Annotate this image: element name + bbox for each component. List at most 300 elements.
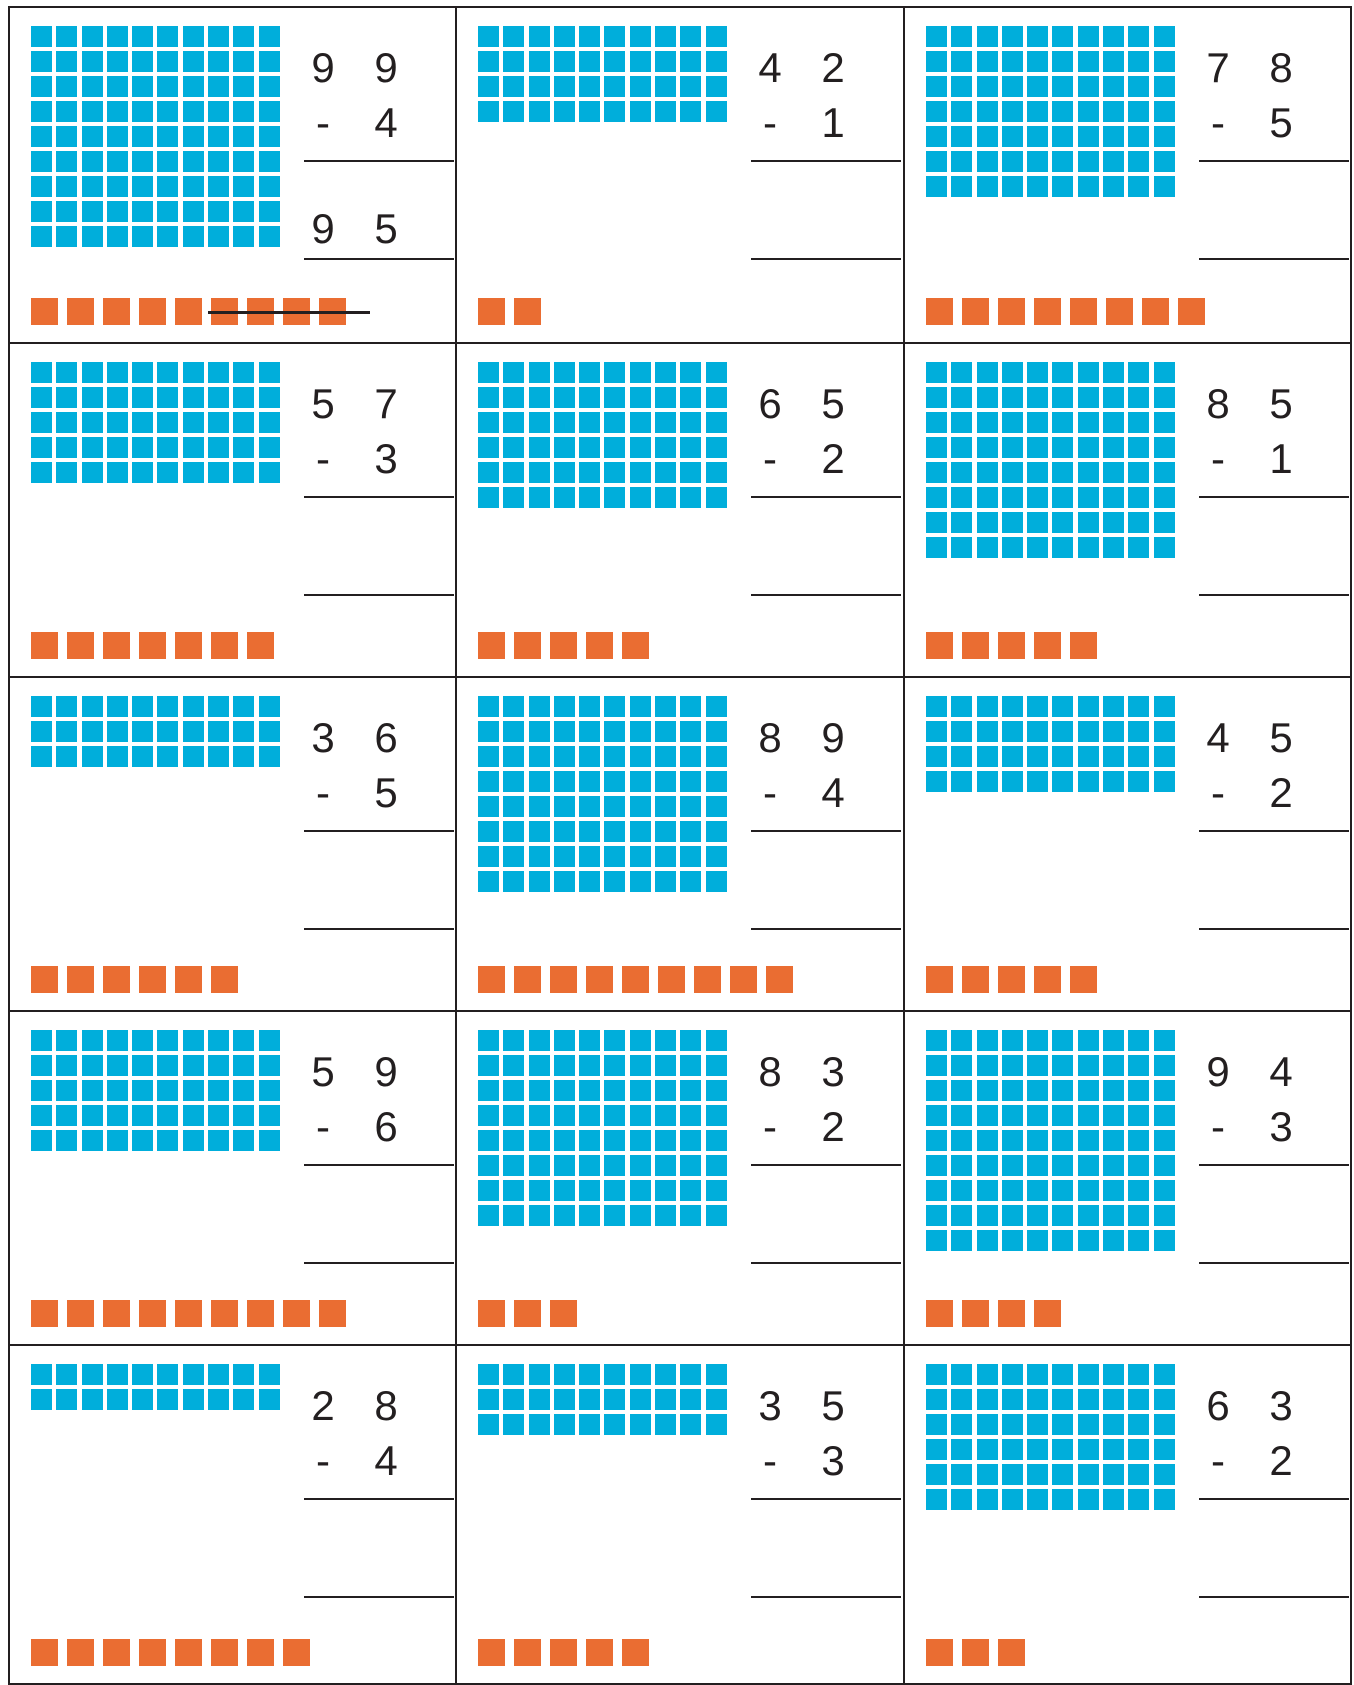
minus-sign: - [316,1437,330,1484]
tens-unit-square [1002,512,1023,533]
tens-unit-square [706,26,727,47]
tens-unit-square [107,362,128,383]
tens-unit-square [259,226,280,247]
tens-unit-square [259,1389,280,1410]
tens-unit-square [1103,1364,1124,1385]
tens-unit-square [1078,387,1099,408]
tens-unit-square [31,1105,52,1126]
tens-unit-square [233,151,254,172]
minuend-tens-digit: 4 [1206,714,1230,761]
minus-sign: - [1211,1437,1225,1484]
problem-cell [455,6,905,344]
tens-unit-square [233,437,254,458]
tens-unit-square [503,1130,524,1151]
tens-unit-square [1002,462,1023,483]
tens-unit-square [977,1464,998,1485]
tens-unit-square [604,821,625,842]
tens-unit-square [529,76,550,97]
tens-unit-square [478,487,499,508]
minuend-ones-digit: 5 [821,1382,845,1429]
tens-unit-square [951,101,972,122]
tens-unit-square [655,771,676,792]
tens-unit-square [977,1389,998,1410]
tens-unit-square [926,1230,947,1251]
tens-unit-square [107,151,128,172]
tens-unit-square [926,537,947,558]
ones-square [622,966,649,993]
tens-blocks [926,696,1175,792]
tens-unit-square [579,1155,600,1176]
tens-unit-square [478,462,499,483]
ones-square [478,966,505,993]
tens-unit-square [554,1389,575,1410]
tens-unit-square [31,362,52,383]
ones-square [962,1639,989,1666]
tens-unit-square [579,1205,600,1226]
tens-unit-square [706,101,727,122]
tens-unit-square [157,387,178,408]
tens-unit-square [951,151,972,172]
tens-unit-square [579,1055,600,1076]
tens-unit-square [604,437,625,458]
tens-unit-square [1027,462,1048,483]
tens-unit-square [157,696,178,717]
tens-unit-square [1027,126,1048,147]
ones-square [103,632,130,659]
tens-unit-square [977,176,998,197]
tens-unit-square [1103,1230,1124,1251]
tens-unit-square [529,1205,550,1226]
tens-unit-square [706,1080,727,1101]
tens-unit-square [107,412,128,433]
tens-unit-square [1052,696,1073,717]
tens-unit-square [82,1130,103,1151]
tens-unit-square [82,76,103,97]
tens-unit-square [82,1105,103,1126]
tens-unit-square [579,462,600,483]
tens-unit-square [951,462,972,483]
tens-unit-square [478,821,499,842]
tens-unit-square [107,1080,128,1101]
tens-unit-square [579,412,600,433]
tens-unit-square [977,721,998,742]
tens-unit-square [107,126,128,147]
tens-unit-square [82,1080,103,1101]
tens-unit-square [82,26,103,47]
tens-unit-square [529,1080,550,1101]
tens-unit-square [1078,746,1099,767]
tens-unit-square [1154,126,1175,147]
tens-unit-square [977,771,998,792]
ones-square [67,966,94,993]
tens-unit-square [183,696,204,717]
tens-unit-square [951,696,972,717]
tens-unit-square [1078,1230,1099,1251]
minus-sign: - [316,1103,330,1150]
sum-line [304,1498,454,1500]
minuend-tens-digit: 3 [311,714,335,761]
problem-cell [903,1010,1352,1346]
tens-unit-square [554,51,575,72]
tens-unit-square [208,126,229,147]
tens-unit-square [1027,151,1048,172]
tens-unit-square [208,1130,229,1151]
tens-unit-square [107,1055,128,1076]
subtrahend-digit: 4 [821,769,845,816]
tens-unit-square [1027,76,1048,97]
tens-unit-square [503,1389,524,1410]
tens-unit-square [1002,387,1023,408]
tens-unit-square [107,1130,128,1151]
tens-unit-square [706,387,727,408]
tens-unit-square [503,51,524,72]
tens-unit-square [554,1030,575,1051]
tens-unit-square [56,437,77,458]
tens-unit-square [233,412,254,433]
tens-unit-square [680,1364,701,1385]
tens-unit-square [951,26,972,47]
tens-unit-square [706,362,727,383]
minuend-ones-digit: 9 [374,44,398,91]
tens-unit-square [655,721,676,742]
ones-square [998,1639,1025,1666]
tens-unit-square [706,746,727,767]
tens-unit-square [208,176,229,197]
tens-unit-square [655,26,676,47]
tens-unit-square [655,1414,676,1435]
tens-unit-square [655,76,676,97]
tens-unit-square [183,226,204,247]
ones-square [730,966,757,993]
tens-unit-square [554,487,575,508]
tens-unit-square [630,387,651,408]
tens-blocks [31,362,280,483]
tens-unit-square [183,51,204,72]
tens-unit-square [503,1414,524,1435]
tens-unit-square [630,1105,651,1126]
tens-unit-square [183,462,204,483]
tens-unit-square [157,1055,178,1076]
tens-unit-square [157,101,178,122]
tens-unit-square [554,871,575,892]
tens-unit-square [604,1364,625,1385]
tens-unit-square [1052,1055,1073,1076]
tens-unit-square [604,387,625,408]
tens-unit-square [604,721,625,742]
tens-unit-square [1002,51,1023,72]
tens-unit-square [478,26,499,47]
tens-unit-square [951,1230,972,1251]
tens-unit-square [926,1389,947,1410]
tens-unit-square [56,101,77,122]
tens-unit-square [1027,101,1048,122]
ones-square [139,1639,166,1666]
tens-unit-square [1128,126,1149,147]
tens-unit-square [655,821,676,842]
tens-unit-square [233,26,254,47]
tens-unit-square [157,362,178,383]
tens-unit-square [1128,151,1149,172]
tens-unit-square [579,1105,600,1126]
tens-unit-square [579,487,600,508]
tens-unit-square [680,1030,701,1051]
tens-unit-square [579,1080,600,1101]
tens-unit-square [1103,746,1124,767]
tens-unit-square [478,871,499,892]
tens-unit-square [630,26,651,47]
tens-unit-square [56,226,77,247]
tens-unit-square [579,846,600,867]
tens-unit-square [977,362,998,383]
tens-unit-square [107,696,128,717]
tens-unit-square [655,487,676,508]
tens-unit-square [1027,537,1048,558]
tens-unit-square [1154,771,1175,792]
minus-sign: - [763,435,777,482]
tens-unit-square [1027,387,1048,408]
tens-unit-square [1103,362,1124,383]
tens-unit-square [1027,696,1048,717]
tens-unit-square [604,1080,625,1101]
tens-unit-square [478,1180,499,1201]
tens-unit-square [1027,1439,1048,1460]
tens-unit-square [1154,1105,1175,1126]
tens-unit-square [56,1364,77,1385]
tens-unit-square [1078,437,1099,458]
tens-unit-square [132,746,153,767]
tens-unit-square [233,101,254,122]
tens-unit-square [1002,362,1023,383]
tens-unit-square [56,1030,77,1051]
ones-blocks [31,966,238,993]
tens-unit-square [503,362,524,383]
tens-unit-square [503,871,524,892]
tens-unit-square [604,1105,625,1126]
subtrahend-digit: 2 [821,1103,845,1150]
ones-square [1034,1300,1061,1327]
tens-unit-square [1027,1464,1048,1485]
tens-unit-square [1128,362,1149,383]
minuend-tens-digit: 8 [758,714,782,761]
tens-unit-square [926,771,947,792]
tens-unit-square [1128,721,1149,742]
tens-unit-square [1128,1130,1149,1151]
tens-unit-square [951,1180,972,1201]
tens-unit-square [183,126,204,147]
tens-unit-square [132,696,153,717]
tens-unit-square [1103,151,1124,172]
tens-unit-square [977,696,998,717]
tens-blocks [31,1364,280,1410]
tens-unit-square [56,1080,77,1101]
problem-cell [8,1344,457,1685]
tens-unit-square [1103,1439,1124,1460]
tens-unit-square [554,721,575,742]
tens-unit-square [1128,771,1149,792]
tens-unit-square [529,412,550,433]
tens-unit-square [1052,1364,1073,1385]
tens-unit-square [1078,1464,1099,1485]
tens-unit-square [82,721,103,742]
tens-unit-square [56,1389,77,1410]
tens-unit-square [1078,696,1099,717]
tens-unit-square [951,721,972,742]
tens-unit-square [1052,1030,1073,1051]
tens-unit-square [1027,487,1048,508]
ones-blocks [31,1639,310,1666]
tens-unit-square [233,126,254,147]
tens-unit-square [554,1105,575,1126]
ones-square [550,1639,577,1666]
tens-unit-square [529,1055,550,1076]
tens-unit-square [31,226,52,247]
tens-unit-square [259,1130,280,1151]
tens-unit-square [1128,1030,1149,1051]
subtrahend-digit: 1 [821,99,845,146]
tens-unit-square [82,1389,103,1410]
tens-unit-square [1128,76,1149,97]
minuend-tens-digit: 2 [311,1382,335,1429]
tens-unit-square [554,362,575,383]
tens-unit-square [977,746,998,767]
ones-square [998,966,1025,993]
tens-unit-square [157,1080,178,1101]
tens-unit-square [157,26,178,47]
minus-sign: - [1211,1103,1225,1150]
tens-unit-square [1154,1389,1175,1410]
tens-unit-square [233,226,254,247]
tens-unit-square [503,101,524,122]
tens-unit-square [259,1030,280,1051]
tens-unit-square [655,846,676,867]
tens-unit-square [82,462,103,483]
tens-unit-square [951,537,972,558]
tens-unit-square [1103,771,1124,792]
ones-blocks [478,632,649,659]
tens-unit-square [478,1055,499,1076]
tens-unit-square [604,1205,625,1226]
tens-unit-square [579,362,600,383]
tens-unit-square [56,721,77,742]
tens-unit-square [1128,512,1149,533]
tens-unit-square [680,26,701,47]
tens-unit-square [579,51,600,72]
tens-unit-square [157,201,178,222]
tens-unit-square [529,1414,550,1435]
tens-unit-square [1078,1105,1099,1126]
tens-unit-square [630,51,651,72]
tens-unit-square [926,1055,947,1076]
tens-unit-square [706,412,727,433]
tens-unit-square [208,1055,229,1076]
tens-unit-square [951,1105,972,1126]
tens-unit-square [630,362,651,383]
tens-unit-square [1078,1205,1099,1226]
tens-unit-square [478,796,499,817]
tens-unit-square [107,1105,128,1126]
tens-unit-square [233,1105,254,1126]
minus-sign: - [316,435,330,482]
tens-unit-square [107,437,128,458]
tens-unit-square [183,201,204,222]
minuend-ones-digit: 5 [1269,380,1293,427]
tens-unit-square [1052,537,1073,558]
tens-unit-square [977,487,998,508]
tens-blocks [31,696,280,767]
tens-unit-square [503,1180,524,1201]
ones-square [962,632,989,659]
tens-unit-square [157,151,178,172]
tens-unit-square [31,26,52,47]
tens-unit-square [503,771,524,792]
tens-unit-square [1154,1439,1175,1460]
tens-unit-square [1052,1105,1073,1126]
tens-unit-square [31,1364,52,1385]
tens-unit-square [655,796,676,817]
tens-unit-square [529,101,550,122]
tens-unit-square [604,1130,625,1151]
tens-unit-square [132,1130,153,1151]
tens-unit-square [478,362,499,383]
tens-unit-square [1128,412,1149,433]
tens-blocks [31,1030,280,1151]
tens-unit-square [529,1364,550,1385]
tens-unit-square [31,201,52,222]
ones-square [926,632,953,659]
tens-unit-square [680,101,701,122]
tens-unit-square [1154,1414,1175,1435]
minuend-tens-digit: 9 [311,44,335,91]
tens-unit-square [233,1055,254,1076]
ones-square [31,298,58,325]
tens-unit-square [1154,51,1175,72]
tens-unit-square [926,126,947,147]
tens-unit-square [233,721,254,742]
tens-unit-square [478,696,499,717]
tens-unit-square [107,1364,128,1385]
tens-unit-square [951,362,972,383]
tens-unit-square [183,101,204,122]
tens-unit-square [82,696,103,717]
tens-unit-square [604,1055,625,1076]
tens-unit-square [132,1389,153,1410]
tens-unit-square [478,771,499,792]
tens-unit-square [1052,151,1073,172]
tens-unit-square [1154,101,1175,122]
answer-line [1199,594,1349,596]
tens-unit-square [680,487,701,508]
ones-square [67,632,94,659]
tens-unit-square [706,1389,727,1410]
tens-unit-square [604,487,625,508]
subtrahend-digit: 2 [1269,769,1293,816]
tens-unit-square [1154,1464,1175,1485]
tens-unit-square [1027,746,1048,767]
tens-unit-square [554,1080,575,1101]
subtrahend-digit: 2 [1269,1437,1293,1484]
problem-cell [455,342,905,678]
answer-ones-digit: 5 [374,205,398,252]
tens-unit-square [926,362,947,383]
tens-unit-square [680,771,701,792]
ones-square [175,966,202,993]
tens-unit-square [554,1180,575,1201]
tens-unit-square [1027,1205,1048,1226]
tens-unit-square [1103,1205,1124,1226]
tens-unit-square [1078,151,1099,172]
tens-unit-square [259,696,280,717]
ones-blocks [926,1300,1061,1327]
